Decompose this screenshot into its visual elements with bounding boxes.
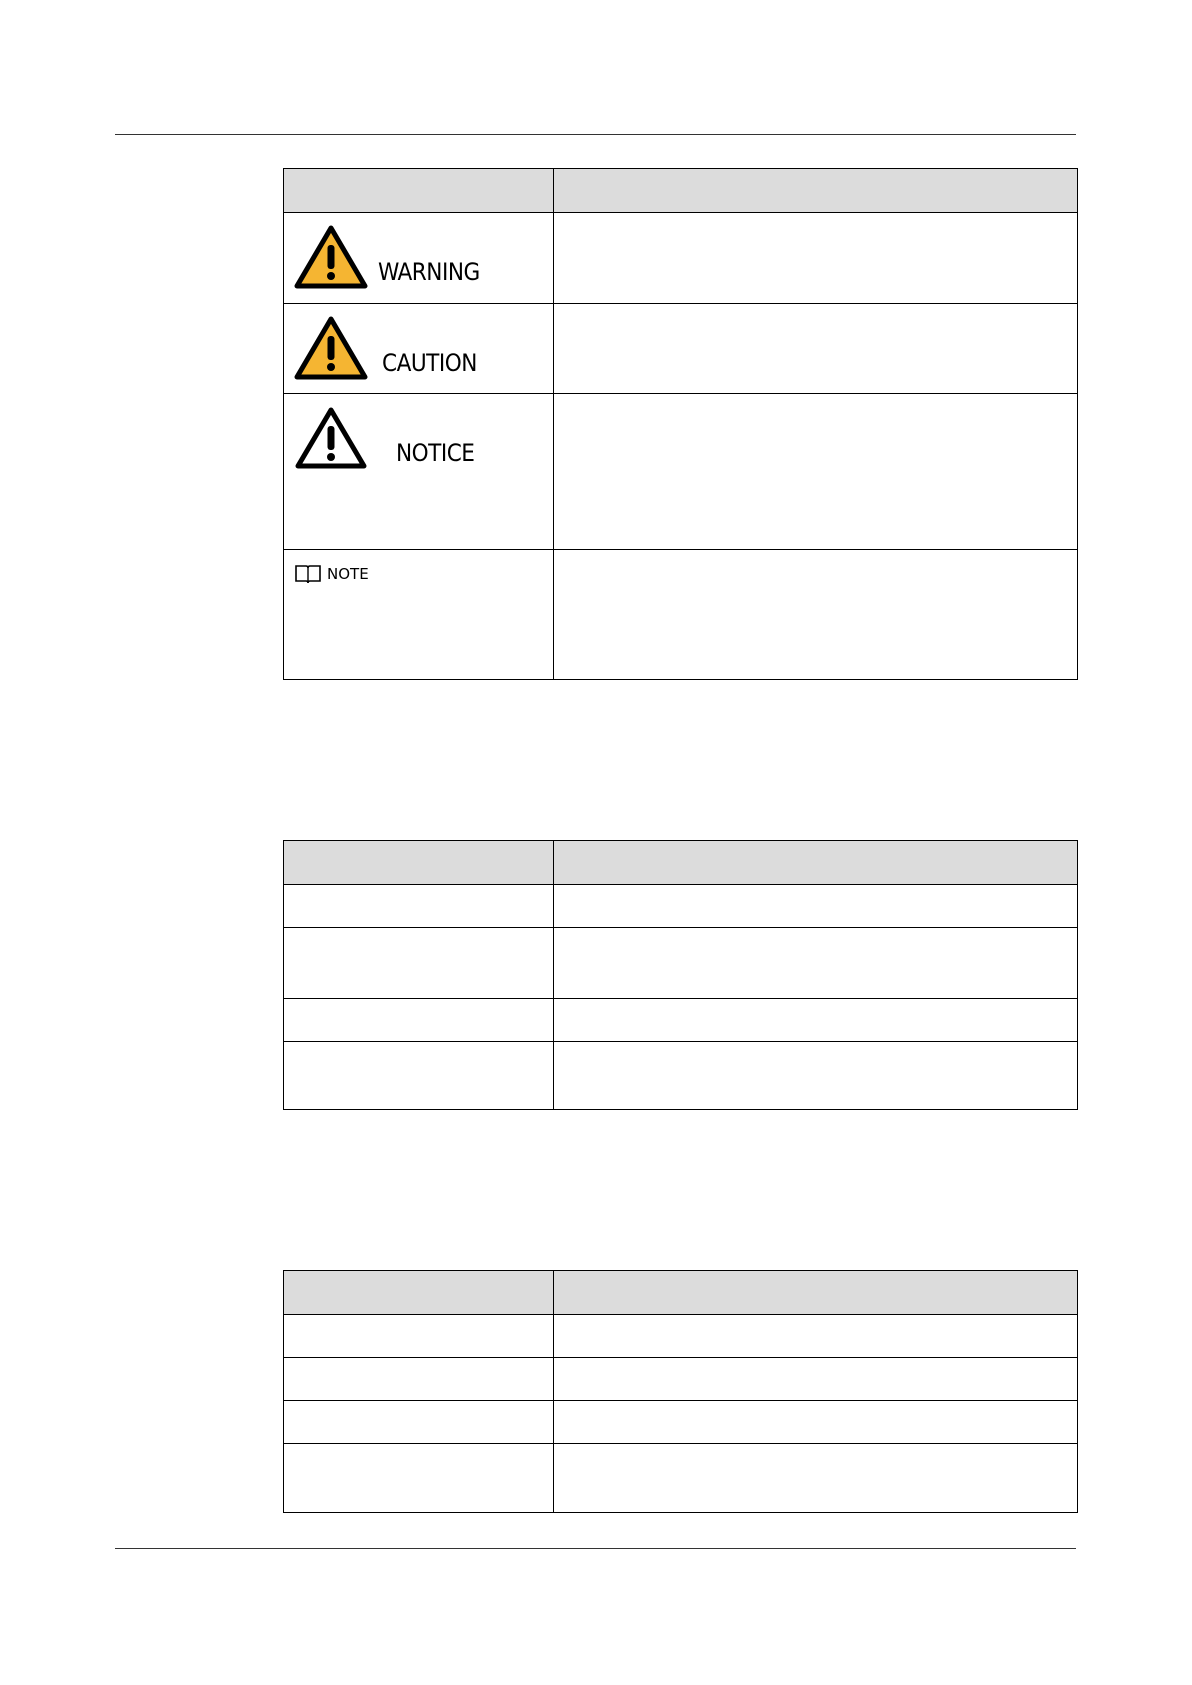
symbol-cell: [284, 304, 554, 394]
table-cell: [554, 1042, 1078, 1110]
table-header-row: [284, 169, 1078, 213]
table-cell: [284, 1401, 554, 1444]
general-conventions-table: [283, 840, 1078, 1110]
table-cell: [554, 999, 1078, 1042]
table-cell: [554, 1401, 1078, 1444]
table-cell: [284, 928, 554, 999]
table-cell: [284, 1358, 554, 1401]
header-rule: [115, 134, 1076, 135]
description-cell: [554, 213, 1078, 304]
table-cell: [284, 885, 554, 928]
table-row: [284, 304, 1078, 394]
table-cell: [554, 1358, 1078, 1401]
table-row: [284, 1358, 1078, 1401]
warning-triangle-icon: [294, 225, 368, 289]
symbol-cell: [284, 213, 554, 304]
table-row: [284, 550, 1078, 680]
description-cell: [554, 304, 1078, 394]
table-row: [284, 1042, 1078, 1110]
header-cell: [284, 1271, 554, 1315]
description-cell: [554, 394, 1078, 550]
table-row: [284, 1315, 1078, 1358]
notice-label: NOTICE: [396, 439, 475, 467]
header-cell: [554, 169, 1078, 213]
symbol-cell: [284, 394, 554, 550]
table-row: [284, 1401, 1078, 1444]
caution-triangle-icon: [294, 316, 368, 380]
symbol-cell: [284, 550, 554, 680]
book-icon: [294, 564, 322, 584]
warning-label: WARNING: [378, 258, 480, 286]
notice-triangle-icon: [294, 406, 368, 470]
table-header-row: [284, 1271, 1078, 1315]
header-cell: [284, 841, 554, 885]
footer-rule: [115, 1548, 1076, 1549]
table-row: [284, 928, 1078, 999]
symbol-conventions-table: [283, 168, 1078, 680]
table-row: [284, 1444, 1078, 1513]
description-cell: [554, 550, 1078, 680]
command-conventions-table: [283, 1270, 1078, 1513]
table-cell: [284, 1042, 554, 1110]
table-row: [284, 885, 1078, 928]
note-label: NOTE: [327, 565, 369, 583]
header-cell: [284, 169, 554, 213]
table-cell: [554, 1444, 1078, 1513]
header-cell: [554, 841, 1078, 885]
table-cell: [554, 885, 1078, 928]
table-row: [284, 999, 1078, 1042]
table-cell: [284, 1444, 554, 1513]
table-header-row: [284, 841, 1078, 885]
table-cell: [284, 1315, 554, 1358]
table-row: [284, 394, 1078, 550]
table-cell: [284, 999, 554, 1042]
table-cell: [554, 928, 1078, 999]
caution-label: CAUTION: [382, 349, 477, 377]
table-row: [284, 213, 1078, 304]
header-cell: [554, 1271, 1078, 1315]
table-cell: [554, 1315, 1078, 1358]
